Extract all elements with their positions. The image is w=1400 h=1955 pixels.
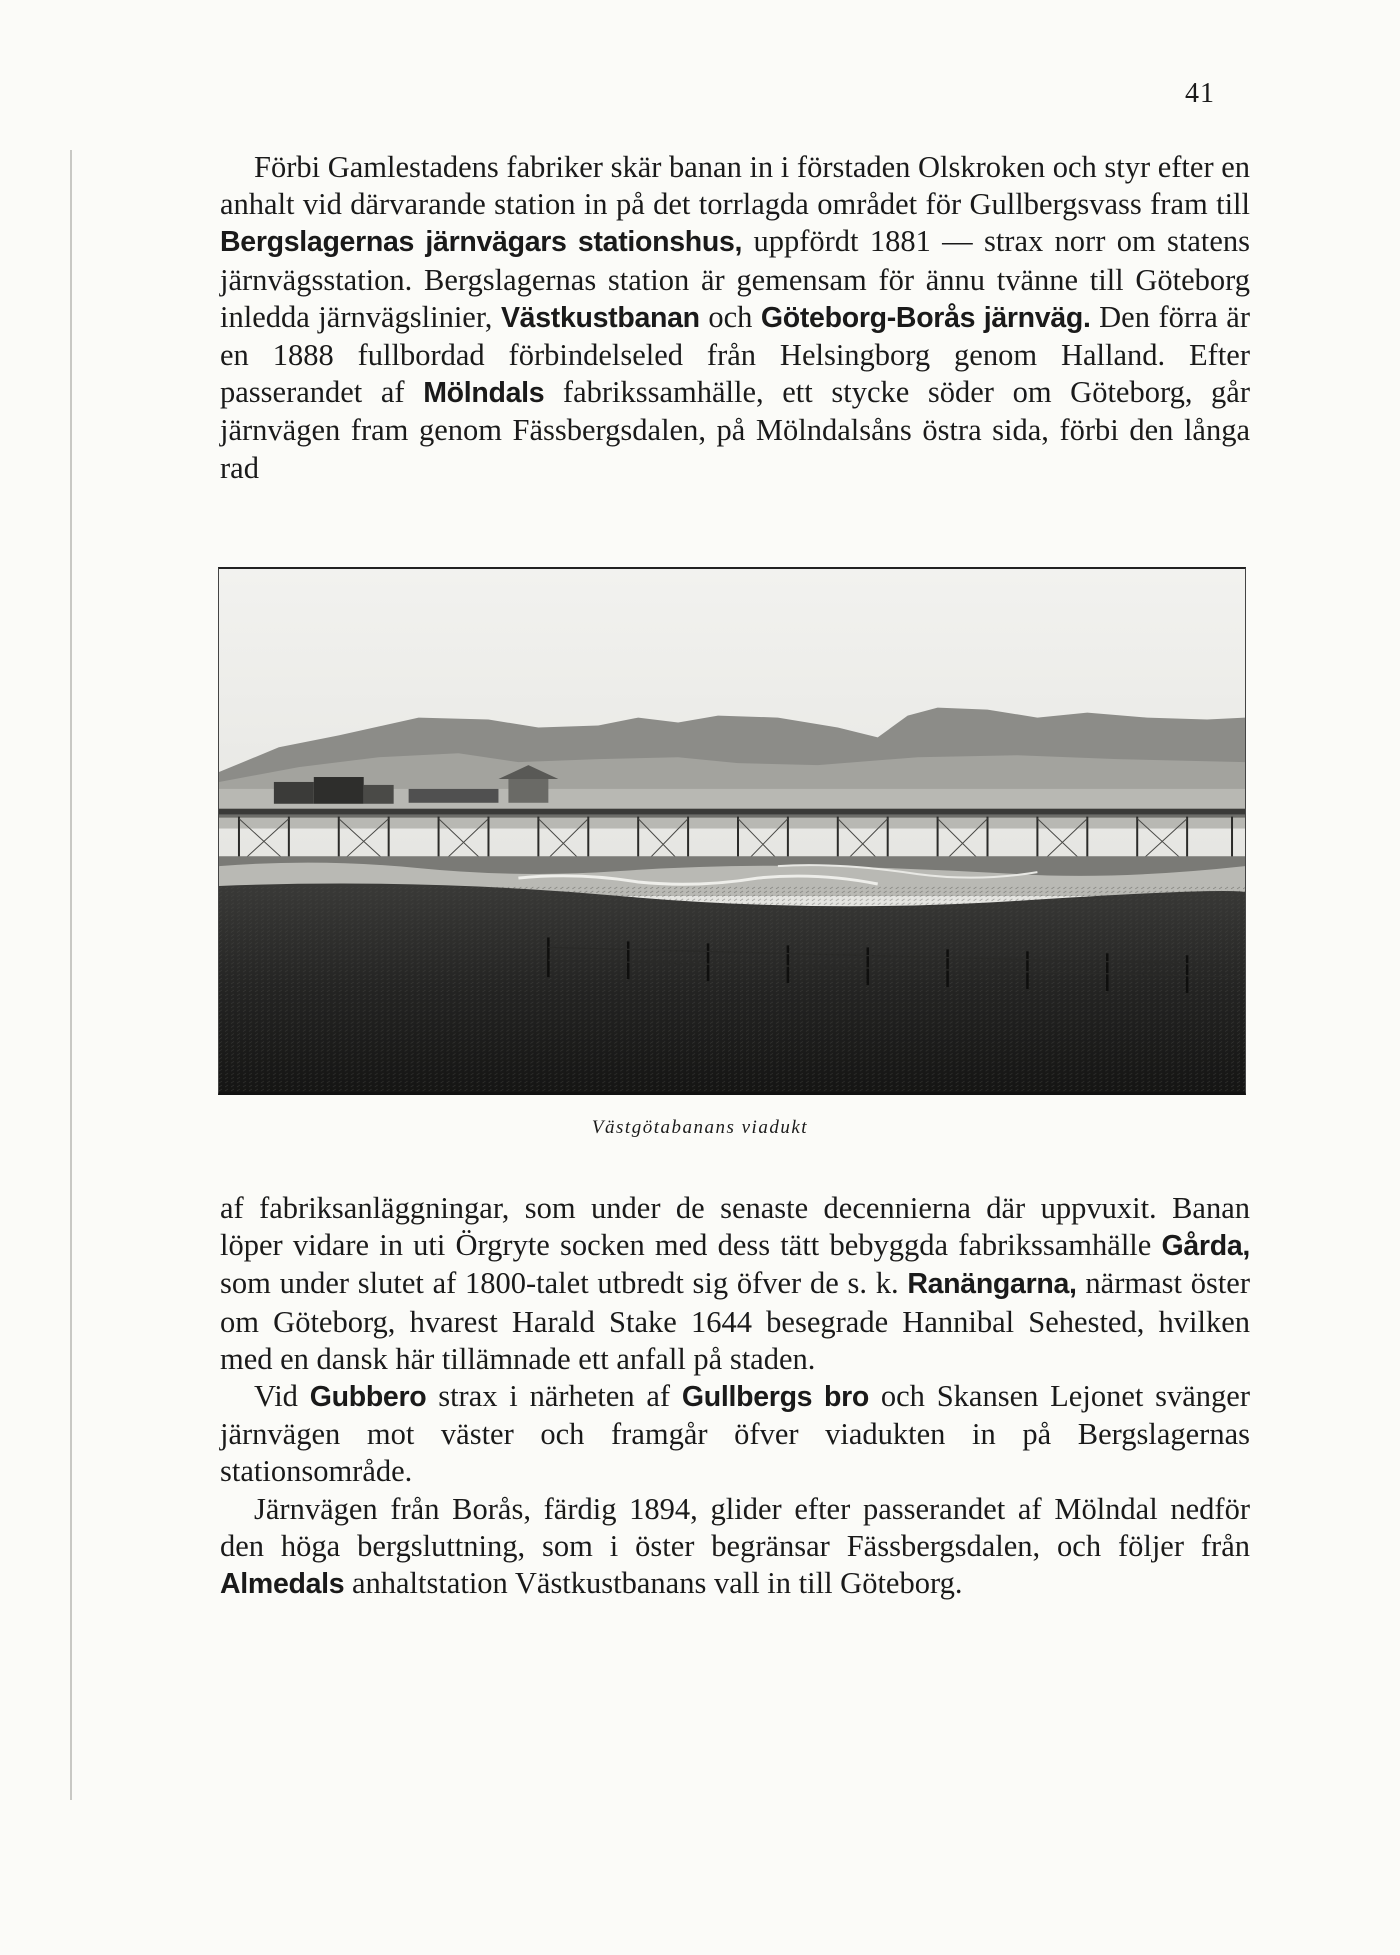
paragraph-text: och Skansen Lejonet svänger järnvägen mot väster och framgår öfver viadukten in på Bergslagernas stationsområde.	[220, 1379, 1250, 1489]
top-paragraph	[220, 149, 1250, 487]
viaduct-photograph	[219, 569, 1245, 1092]
bold-place-name: Mölndals	[423, 377, 545, 410]
paragraph-text: fabrikssamhälle, ett stycke söder om Göteborg, går järnvägen fram genom Fässbergsdalen, på Mölndalsåns östra sida, förbi den långa rad	[220, 375, 1251, 485]
paragraph-text: Vid	[254, 1379, 310, 1414]
paragraph-text: som under slutet af 1800-talet utbredt sig öfver de s. k.	[220, 1266, 908, 1301]
paragraph-text: närmast öster om Göteborg, hvarest Harald Stake 1644 besegrade Hannibal Sehested, hvilken med en dansk här tillämnade ett anfall på staden.	[220, 1266, 1250, 1376]
photo-viaduct	[218, 567, 1246, 1095]
paragraph-text: anhaltstation Västkustbanans vall in till Göteborg.	[344, 1566, 963, 1601]
bold-place-name: Ranängarna,	[907, 1268, 1077, 1301]
bottom-paragraph	[220, 1190, 1250, 1378]
bold-place-name: Gubbero	[309, 1381, 427, 1414]
page-number: 41	[1185, 78, 1215, 109]
text-block-bottom	[220, 1190, 1250, 1603]
binding-edge-line	[70, 150, 72, 1800]
bottom-paragraph	[220, 1491, 1250, 1604]
paragraph-text: uppfördt 1881 — strax norr om statens järnvägsstation. Bergslagernas station är gemensam för ännu tvänne till Göteborg inledda järnvägslinier,	[220, 224, 1250, 334]
bold-place-name: Almedals	[220, 1568, 345, 1601]
bold-place-name: Västkustbanan	[500, 301, 700, 334]
bold-place-name: Göteborg-Borås järnväg.	[760, 301, 1091, 334]
bold-place-name: Gårda,	[1161, 1230, 1250, 1263]
bold-place-name: Gullbergs bro	[681, 1381, 870, 1414]
paragraph-text: Förbi Gamlestadens fabriker skär banan in i förstaden Olskroken och styr efter en anhalt vid därvarande station in på det torrlagda området för Gullbergsvass fram till	[220, 150, 1251, 222]
bold-place-name: Bergslagernas järnvägars stationshus,	[220, 226, 743, 259]
figure-caption: Västgötabanans viadukt	[591, 1117, 809, 1138]
paragraph-text: strax i närheten af	[426, 1379, 682, 1414]
paragraph-text: Den förra är en 1888 fullbordad förbindelseled från Helsingborg genom Halland. Efter passerandet af	[220, 299, 1250, 410]
paragraph-text: af fabriksanläggningar, som under de senaste decennierna där uppvuxit. Banan löper vidare in uti Örgryte socken med dess tätt bebyggda fabrikssamhälle	[220, 1191, 1250, 1263]
paragraph-text: och	[699, 299, 761, 334]
bottom-paragraph	[220, 1378, 1250, 1491]
paragraph-text: Järnvägen från Borås, färdig 1894, glider efter passerandet af Mölndal nedför den höga bergsluttning, som i öster begränsar Fässbergsdalen, och följer från	[220, 1491, 1250, 1563]
text-block-top	[220, 149, 1250, 487]
